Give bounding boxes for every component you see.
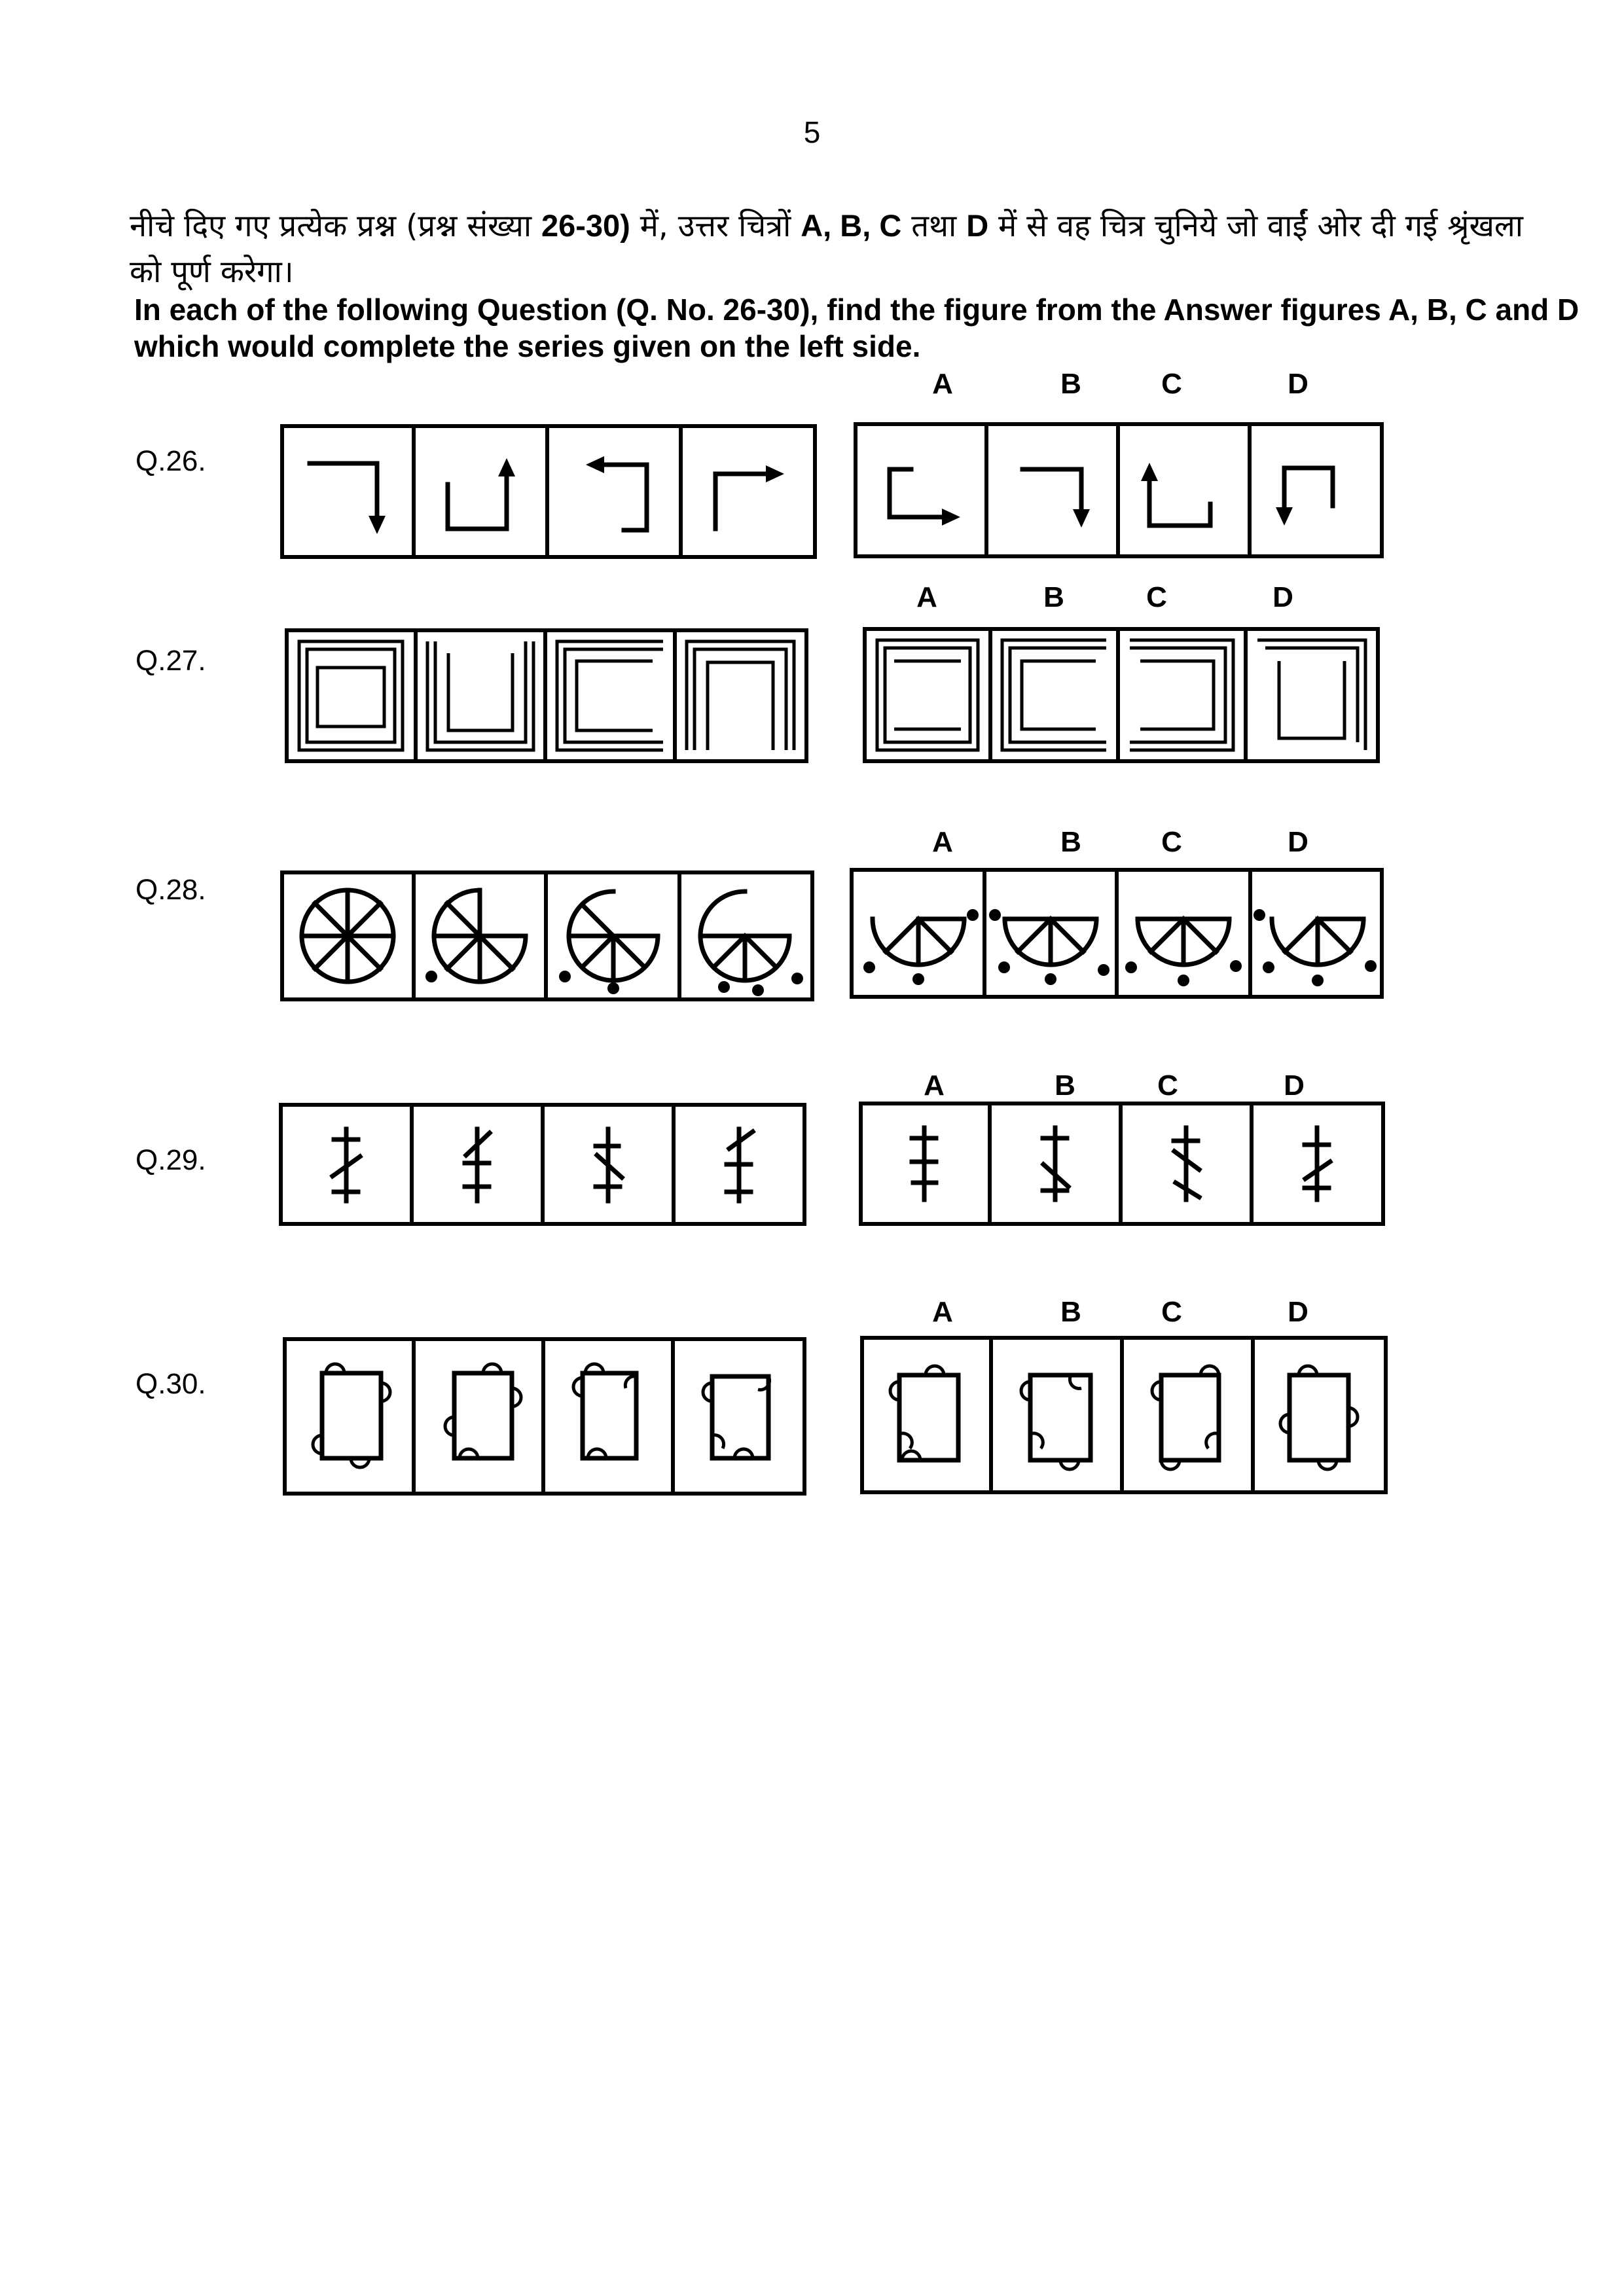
q27-option-c-label: C xyxy=(1146,581,1167,613)
question-label-28: Q.28. xyxy=(135,874,206,906)
q26-question-figures xyxy=(280,424,817,559)
q27-option-d xyxy=(1257,640,1365,750)
q26-option-c xyxy=(1141,463,1210,526)
q29-figure-3 xyxy=(596,1129,622,1201)
q30-answer-figures xyxy=(860,1336,1388,1494)
q29-option-c-label: C xyxy=(1157,1069,1178,1102)
q30-option-a-label: A xyxy=(932,1296,953,1328)
q28-question-figures xyxy=(280,870,814,1001)
q27-option-b-label: B xyxy=(1043,581,1064,613)
q27-figure-2 xyxy=(427,641,533,750)
q30-option-c-label: C xyxy=(1161,1296,1182,1328)
page-number: 5 xyxy=(803,115,821,149)
q27-option-a xyxy=(877,640,978,750)
q28-option-a xyxy=(863,909,979,985)
q30-option-c xyxy=(1152,1366,1219,1469)
q26-answer-figures xyxy=(854,422,1384,560)
q26-option-b-label: B xyxy=(1060,368,1081,400)
q27-option-b xyxy=(1002,640,1106,750)
q28-option-d xyxy=(1254,909,1377,986)
q26-figure-1 xyxy=(310,463,386,534)
q30-option-d-label: D xyxy=(1288,1296,1308,1328)
q26-answer-frame xyxy=(856,424,1382,556)
q27-figure-4 xyxy=(687,641,794,750)
q26-option-a-label: A xyxy=(932,368,953,400)
q29-option-d-label: D xyxy=(1284,1069,1305,1102)
q26-figure-4 xyxy=(715,465,784,529)
q30-option-a xyxy=(890,1366,958,1460)
q26-option-b xyxy=(1022,469,1090,528)
q29-figure-4 xyxy=(727,1129,753,1201)
q28-figure-2 xyxy=(425,890,526,982)
q30-figure-4 xyxy=(703,1376,770,1458)
q28-option-c xyxy=(1125,919,1242,986)
q26-figure-3 xyxy=(586,456,647,530)
q28-option-c-label: C xyxy=(1161,826,1182,858)
q26-option-d-label: D xyxy=(1288,368,1308,400)
q27-figure-3 xyxy=(557,641,663,750)
q28-figure-1 xyxy=(302,890,393,982)
question-label-30: Q.30. xyxy=(135,1368,206,1400)
q28-figure-4 xyxy=(700,891,803,996)
q27-figure-1 xyxy=(299,641,403,750)
q28-option-b-label: B xyxy=(1060,826,1081,858)
q30-figure-3 xyxy=(573,1364,636,1458)
instructions-english: In each of the following Question (Q. No. 26-30), find the figure from the Answer figures A, B, C and D which would complete the series given on the left side. xyxy=(134,293,1579,363)
q28-answer-figures xyxy=(850,868,1384,999)
q29-option-a xyxy=(912,1128,936,1200)
q29-option-c xyxy=(1174,1128,1199,1200)
q29-option-a-label: A xyxy=(924,1069,945,1102)
q26-option-a xyxy=(890,469,960,526)
q30-frame xyxy=(285,1339,804,1494)
q30-question-figures xyxy=(283,1337,806,1496)
q30-option-d xyxy=(1280,1366,1358,1469)
q28-option-a-label: A xyxy=(932,826,953,858)
q26-figure-2 xyxy=(448,458,515,529)
q27-option-c xyxy=(1130,640,1233,750)
q30-answer-frame xyxy=(862,1338,1386,1492)
q29-answer-figures xyxy=(859,1102,1385,1226)
q30-figure-1 xyxy=(313,1364,390,1467)
q30-option-b xyxy=(1021,1375,1091,1469)
question-label-27: Q.27. xyxy=(135,645,206,677)
q30-figure-2 xyxy=(445,1364,521,1458)
q28-option-b xyxy=(989,909,1110,985)
q28-option-d-label: D xyxy=(1288,826,1308,858)
q26-option-d xyxy=(1276,468,1333,526)
q29-option-d xyxy=(1305,1128,1330,1200)
instructions-hindi: नीचे दिए गए प्रत्येक प्रश्न (प्रश्न संख्या 26-30) में, उत्तर चित्रों A, B, C तथा D में से वह चित्र चुनिये जो वाईं ओर दी गई श्रृंखला को पूर्ण करेगा। xyxy=(130,208,1523,290)
question-label-26: Q.26. xyxy=(135,445,206,477)
q26-option-c-label: C xyxy=(1161,368,1182,400)
q30-option-b-label: B xyxy=(1060,1296,1081,1328)
q27-answer-figures xyxy=(863,627,1380,763)
q29-option-b xyxy=(1043,1128,1068,1200)
question-label-29: Q.29. xyxy=(135,1144,206,1176)
q29-option-b-label: B xyxy=(1055,1069,1075,1102)
q27-option-d-label: D xyxy=(1272,581,1293,613)
q27-option-a-label: A xyxy=(916,581,937,613)
q28-figure-3 xyxy=(559,891,658,994)
q29-figure-2 xyxy=(465,1129,490,1201)
q26-frame xyxy=(282,426,815,557)
q29-answer-frame xyxy=(861,1103,1383,1224)
q29-question-figures xyxy=(279,1103,806,1226)
q27-question-figures xyxy=(285,628,808,763)
q29-figure-1 xyxy=(333,1129,360,1201)
